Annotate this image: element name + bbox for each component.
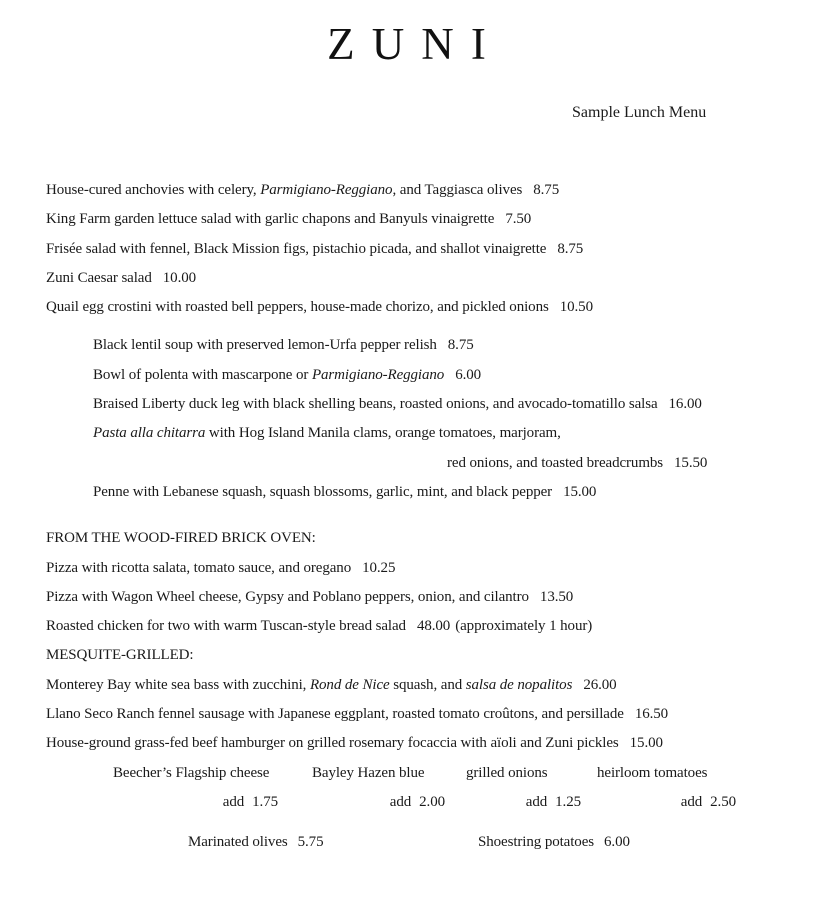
item-price: 6.00	[455, 366, 482, 383]
item-text: FROM THE WOOD-FIRED BRICK OVEN:	[46, 530, 316, 547]
item-text: , and Taggiasca olives	[392, 182, 523, 198]
item-text: Parmigiano-Reggiano	[311, 366, 445, 383]
item-price: 15.00	[563, 483, 597, 500]
addon-add-line	[597, 788, 736, 817]
item-price: 10.25	[362, 559, 396, 576]
menu-line	[46, 293, 783, 322]
item-text: Pasta alla chitarra	[93, 425, 206, 442]
item-text: Llano Seco Ranch fennel sausage with Japanese eggplant, roasted tomato croûtons, and persillade	[46, 706, 624, 723]
item-text: House-cured anchovies with celery,	[46, 182, 261, 198]
menu-line	[46, 264, 783, 293]
item-text: King Farm garden lettuce salad with garlic chapons and Banyuls vinaigrette	[46, 211, 495, 228]
section-soups-pastas	[46, 331, 783, 507]
restaurant-title: ZUNI	[327, 19, 503, 69]
item-price: 8.75	[533, 182, 560, 198]
item-price: 7.50	[505, 211, 532, 228]
item-text: Parmigiano-Reggiano	[260, 182, 393, 198]
item-text: Braised Liberty duck leg with black shelling beans, roasted onions, and avocado-tomatillo salsa	[93, 396, 658, 413]
side-name: Marinated olives	[188, 833, 288, 850]
menu-line	[46, 671, 783, 700]
addon-price: 2.50	[710, 793, 736, 810]
addon-name: Beecher’s Flagship cheese	[113, 764, 270, 781]
addon-add-label: add	[525, 793, 548, 810]
item-text: House-ground grass-fed beef hamburger on grilled rosemary focaccia with aïoli and Zuni pickles	[46, 735, 619, 752]
item-text: Monterey Bay white sea bass with zucchini,	[46, 676, 310, 693]
menu-line	[46, 205, 783, 234]
item-text: Rond de Nice	[309, 676, 390, 693]
menu-line	[46, 449, 783, 478]
addon-name: heirloom tomatoes	[597, 764, 708, 781]
menu-line	[46, 729, 783, 758]
item-price: 48.00	[416, 618, 451, 635]
burger-addons-row	[46, 759, 783, 818]
item-price: 10.00	[162, 269, 197, 286]
item-text: Penne with Lebanese squash, squash blossoms, garlic, mint, and black pepper	[93, 483, 553, 500]
menu-line	[46, 554, 783, 583]
addon-add-label: add	[389, 793, 412, 810]
addon-cell	[466, 759, 581, 818]
addon-add-line	[466, 788, 581, 817]
section-starters	[46, 176, 783, 322]
menu-line	[46, 478, 783, 507]
addon-add-line	[113, 788, 278, 817]
sides-row	[46, 828, 783, 858]
item-text: red onions, and toasted breadcrumbs	[447, 454, 664, 471]
item-text: Bowl of polenta with mascarpone or	[93, 366, 312, 383]
addon-name: Bayley Hazen blue	[312, 764, 425, 781]
item-text: squash, and	[389, 676, 466, 693]
item-price: 16.00	[668, 396, 702, 413]
item-price: 8.75	[557, 240, 584, 257]
menu-subtitle: Sample Lunch Menu	[572, 104, 707, 121]
addon-add-line	[312, 788, 445, 817]
addon-cell	[312, 759, 445, 818]
item-price: 10.50	[559, 299, 593, 316]
menu-line	[46, 331, 783, 360]
item-text: salsa de nopalitos	[465, 676, 573, 693]
item-price: 8.75	[447, 337, 474, 354]
item-text: Pizza with ricotta salata, tomato sauce, and oregano	[46, 559, 352, 576]
side-price: 5.75	[297, 833, 324, 850]
item-text: Black lentil soup with preserved lemon-Urfa pepper relish	[93, 337, 437, 354]
side-item	[188, 828, 323, 857]
menu-line	[46, 235, 783, 264]
item-note: (approximately 1 hour)	[455, 618, 593, 635]
item-text: with Hog Island Manila clams, orange tomatoes, marjoram,	[205, 425, 561, 442]
menu-line	[46, 361, 783, 390]
item-text: Pizza with Wagon Wheel cheese, Gypsy and Poblano peppers, onion, and cilantro	[46, 588, 529, 605]
addon-name: grilled onions	[466, 764, 548, 781]
menu-line	[46, 419, 783, 448]
item-price: 15.00	[629, 735, 663, 752]
item-price: 16.50	[634, 706, 669, 723]
menu-line	[46, 641, 783, 670]
menu-line	[46, 524, 783, 553]
item-text: MESQUITE-GRILLED:	[46, 647, 194, 664]
item-text: Quail egg crostini with roasted bell peppers, house-made chorizo, and pickled onions	[46, 299, 549, 316]
side-name: Shoestring potatoes	[478, 833, 595, 850]
menu-line	[46, 583, 783, 612]
menu-line	[46, 700, 783, 729]
addon-price: 2.00	[419, 793, 445, 810]
addon-cell	[597, 759, 736, 818]
addon-add-label: add	[680, 793, 703, 810]
item-text: Frisée salad with fennel, Black Mission figs, pistachio picada, and shallot vinaigrette	[46, 240, 547, 257]
side-item	[478, 828, 630, 857]
section-mains	[46, 524, 783, 758]
item-text: Roasted chicken for two with warm Tuscan-style bread salad	[46, 618, 406, 635]
addon-cell	[113, 759, 278, 818]
menu-line	[46, 390, 783, 419]
addon-add-label: add	[222, 793, 245, 810]
side-price: 6.00	[604, 833, 630, 850]
menu-body	[0, 176, 813, 858]
addon-price: 1.75	[252, 793, 278, 810]
addon-price: 1.25	[555, 793, 581, 810]
menu-line	[46, 612, 783, 641]
item-price: 26.00	[583, 676, 617, 693]
item-text: Zuni Caesar salad	[46, 269, 152, 286]
menu-line	[46, 176, 783, 205]
item-price: 15.50	[674, 454, 708, 471]
item-price: 13.50	[539, 588, 574, 605]
